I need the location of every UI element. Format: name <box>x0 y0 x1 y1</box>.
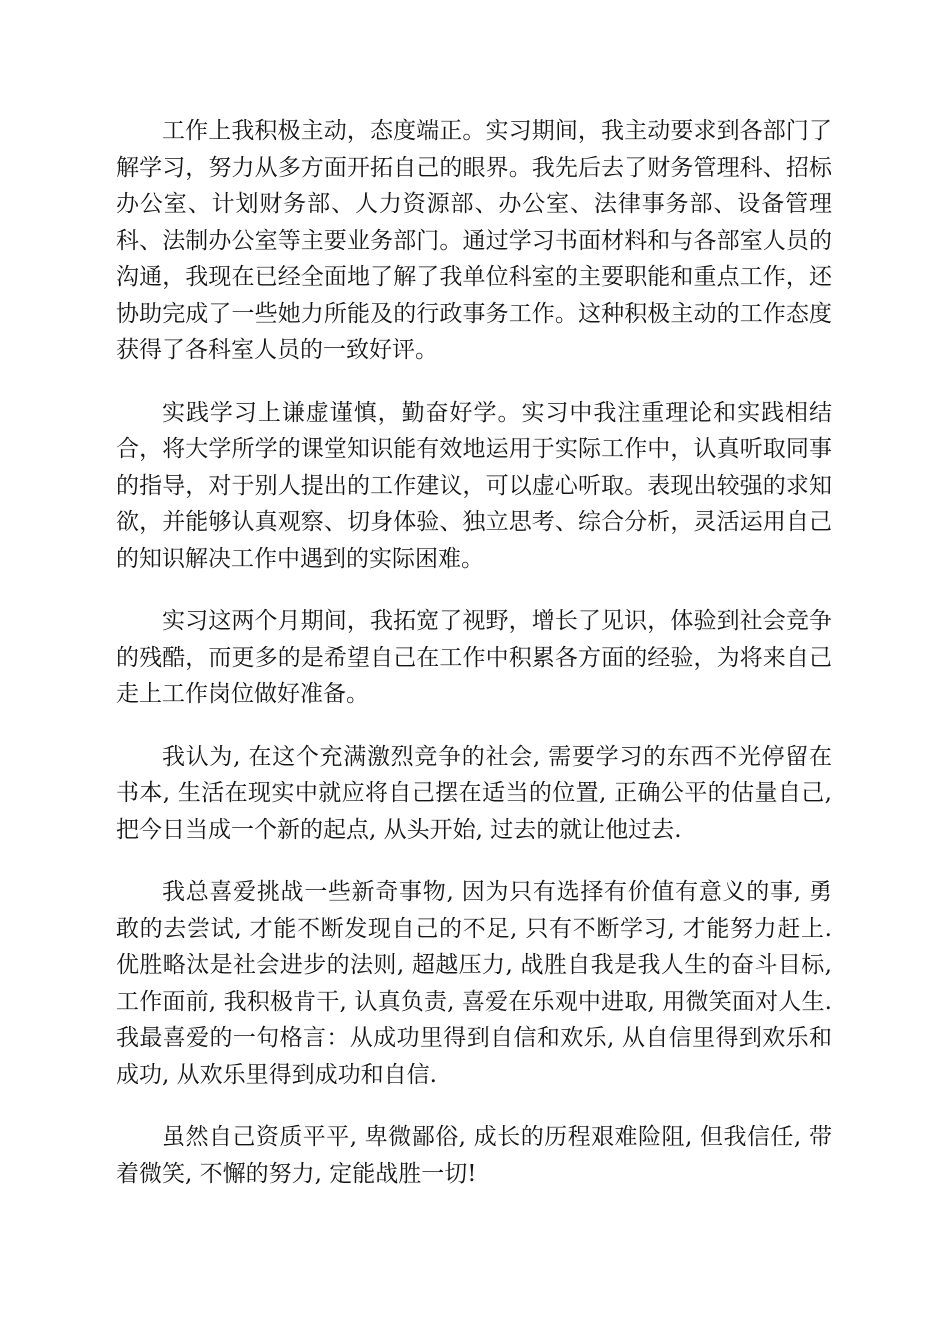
paragraph-work-attitude: 工作上我积极主动，态度端正。实习期间，我主动要求到各部门了解学习，努力从多方面开拓自己的眼界。我先后去了财务管理科、招标办公室、计划财务部、人力资源部、办公室、法律事务部、设备管理科、法制办公室等主要业务部门。通过学习书面材料和与各部室人员的沟通，我现在已经全面地了解了我单位科室的主要职能和重点工作，还协助完成了一些她力所能及的行政事务工作。这种积极主动的工作态度获得了各科室人员的一致好评。 <box>116 118 832 363</box>
paragraph-internship-summary: 实习这两个月期间，我拓宽了视野，增长了见识，体验到社会竞争的残酷，而更多的是希望自己在工作中积累各方面的经验，为将来自己走上工作岗位做好准备。 <box>116 608 832 707</box>
paragraph-practice-learning: 实践学习上谦虚谨慎，勤奋好学。实习中我注重理论和实践相结合，将大学所学的课堂知识能有效地运用于实际工作中，认真听取同事的指导，对于别人提出的工作建议，可以虚心听取。表现出较强的求知欲，并能够认真观察、切身体验、独立思考、综合分析，灵活运用自己的知识解决工作中遇到的实际困难。 <box>116 399 832 572</box>
paragraph-conclusion: 虽然自己资质平平, 卑微鄙俗, 成长的历程艰难险阻, 但我信任, 带着微笑, 不懈的努力, 定能战胜一切! <box>116 1124 832 1187</box>
paragraph-challenge-motto: 我总喜爱挑战一些新奇事物, 因为只有选择有价值有意义的事, 勇敢的去尝试, 才能不断发现自己的不足, 只有不断学习, 才能努力赶上. 优胜略汰是社会进步的法则, 超越压力, 战胜自我是我人生的奋斗目标, 工作面前, 我积极肯干, 认真负责, 喜爱在乐观中进取, 用微笑面对人生. 我最喜爱的一句格言：从成功里得到自信和欢乐, 从自信里得到欢乐和成功, 从欢乐里得到成功和自信. <box>116 879 832 1088</box>
document-body <box>116 113 832 1192</box>
paragraph-personal-view: 我认为, 在这个充满激烈竞争的社会, 需要学习的东西不光停留在书本, 生活在现实中就应将自己摆在适当的位置, 正确公平的估量自己, 把今日当成一个新的起点, 从头开始, 过去的就让他过去. <box>116 743 832 843</box>
